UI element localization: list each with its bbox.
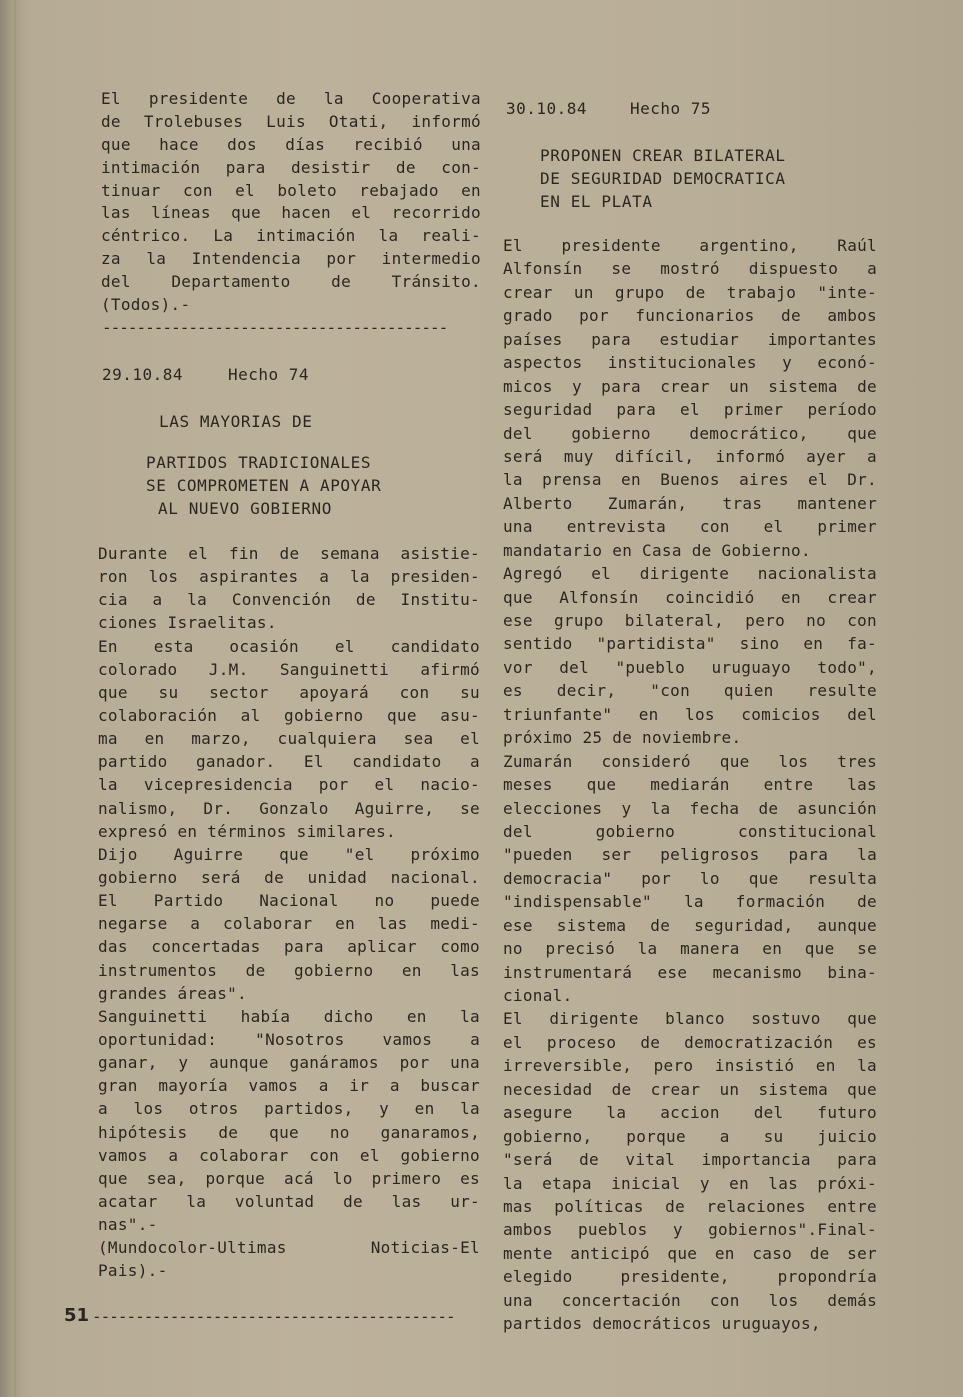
text-line: Durante el fin de semana asistie- — [98, 544, 480, 563]
entry-75-body — [503, 234, 877, 1336]
text-line: partido ganador. El candidato a — [98, 752, 480, 772]
text-line: una concertación con los demás — [503, 1290, 877, 1310]
text-line: expresó en términos similares. — [98, 821, 396, 841]
text-line: del gobierno democrático, que — [503, 423, 877, 443]
entry-75-label: Hecho 75 — [630, 99, 712, 118]
text-line: es decir, "con quien resulte — [503, 681, 877, 701]
entry-75-date: 30.10.84 — [506, 99, 588, 118]
text-line: "será de vital importancia para — [503, 1150, 877, 1170]
text-line: colaboración al gobierno que asu- — [98, 705, 480, 725]
text-line: gobierno será de unidad nacional. — [98, 867, 480, 887]
text-line: El presidente de la Cooperativa — [101, 89, 481, 108]
text-line: El Partido Nacional no puede — [98, 891, 480, 911]
text-line: ciones Israelitas. — [98, 613, 277, 633]
text-line: Agregó el dirigente nacionalista — [503, 564, 877, 584]
text-line: asegure la accion del futuro — [503, 1103, 877, 1123]
entry-74-headline-3: SE COMPROMETEN A APOYAR — [146, 476, 382, 495]
text-line: grandes áreas". — [98, 983, 247, 1003]
text-line: ganar, y aunque ganáramos por una — [98, 1053, 480, 1073]
text-line: del gobierno constitucional — [503, 821, 877, 841]
text-line: de Trolebuses Luis Otati, informó — [101, 111, 481, 131]
text-line: Alberto Zumarán, tras mantener — [503, 493, 877, 513]
text-line: intimación para desistir de con- — [101, 157, 481, 177]
entry-74-headline-4: AL NUEVO GOBIERNO — [158, 499, 332, 518]
text-line: países para estudiar importantes — [503, 329, 877, 349]
text-line: vor del "pueblo uruguayo todo", — [503, 657, 877, 677]
text-line: que hace dos días recibió una — [101, 134, 481, 154]
text-line: instrumentos de gobierno en las — [98, 960, 480, 980]
text-line: necesidad de crear un sistema que — [503, 1079, 877, 1099]
text-line: Pais).- — [98, 1261, 168, 1281]
text-line: instrumentará ese mecanismo bina- — [503, 962, 877, 982]
text-line: irreversible, pero insistió en la — [503, 1056, 877, 1076]
text-line: En esta ocasión el candidato — [98, 636, 480, 656]
text-line: no precisó la manera en que se — [503, 939, 877, 959]
text-line: la prensa en Buenos aires el Dr. — [503, 470, 877, 490]
entry-75-headline-1: PROPONEN CREAR BILATERAL — [540, 146, 786, 165]
entry-74-body — [98, 542, 480, 1283]
text-line: las líneas que hacen el recorrido — [101, 203, 481, 223]
text-line: "indispensable" la formación de — [503, 892, 877, 912]
text-line: El presidente argentino, Raúl — [503, 236, 877, 255]
text-line: El dirigente blanco sostuvo que — [503, 1009, 877, 1029]
text-line: Sanguinetti había dicho en la — [98, 1006, 480, 1026]
text-line: seguridad para el primer período — [503, 400, 877, 420]
page-binding-edge — [14, 0, 16, 1397]
text-line: elegido presidente, propondría — [503, 1267, 877, 1287]
text-line: a los otros partidos, y en la — [98, 1099, 480, 1119]
text-line: la etapa inicial y en las próxi- — [503, 1173, 877, 1193]
text-line: el proceso de democratización es — [503, 1032, 877, 1052]
footer-rule: ------------------------------------------ — [92, 1307, 455, 1326]
text-line: elecciones y la fecha de asunción — [503, 798, 877, 818]
text-line: "pueden ser peligrosos para la — [503, 845, 877, 865]
text-line: ambos pueblos y gobiernos".Final- — [503, 1220, 877, 1240]
separator-rule: ---------------------------------------- — [102, 318, 448, 337]
text-line: ron los aspirantes a la presiden- — [98, 567, 480, 587]
entry-75-headline-2: DE SEGURIDAD DEMOCRATICA — [540, 169, 786, 188]
text-line: cia a la Convención de Institu- — [98, 590, 480, 610]
text-line: colorado J.M. Sanguinetti afirmó — [98, 659, 480, 679]
text-line: que sea, porque acá lo primero es — [98, 1168, 480, 1188]
entry-74-label: Hecho 74 — [228, 365, 310, 384]
text-line: del Departamento de Tránsito. — [101, 272, 481, 292]
entry-75-headline-3: EN EL PLATA — [540, 192, 653, 211]
text-line: mandatario en Casa de Gobierno. — [503, 540, 811, 560]
text-line: ma en marzo, cualquiera sea el — [98, 729, 480, 749]
text-line: hipótesis de que no ganaramos, — [98, 1122, 480, 1142]
text-line: ese sistema de seguridad, aunque — [503, 915, 877, 935]
text-line: una entrevista con el primer — [503, 517, 877, 537]
text-line: mente anticipó que en caso de ser — [503, 1243, 877, 1263]
text-line: gran mayoría vamos a ir a buscar — [98, 1076, 480, 1096]
entry-74-headline-2: PARTIDOS TRADICIONALES — [146, 453, 372, 472]
text-line: (Todos).- — [101, 295, 191, 315]
text-line: crear un grupo de trabajo "inte- — [503, 282, 877, 302]
text-line: ese grupo bilateral, pero no con — [503, 611, 877, 630]
text-line: Dijo Aguirre que "el próximo — [98, 844, 480, 864]
text-line: micos y para crear un sistema de — [503, 376, 877, 396]
text-line: próximo 25 de noviembre. — [503, 728, 742, 748]
text-line: partidos democráticos uruguayos, — [503, 1314, 821, 1334]
text-line: acatar la voluntad de las ur- — [98, 1191, 480, 1211]
text-line: oportunidad: "Nosotros vamos a — [98, 1029, 480, 1049]
page-number: 51 — [64, 1305, 90, 1326]
text-line: meses que mediarán entre las — [503, 775, 877, 795]
text-line: nas".- — [98, 1215, 158, 1235]
text-line: das concertadas para aplicar como — [98, 937, 480, 957]
text-line: cional. — [503, 986, 573, 1005]
text-line: (Mundocolor-Ultimas Noticias-El — [98, 1238, 480, 1258]
text-line: nalismo, Dr. Gonzalo Aguirre, se — [98, 798, 480, 818]
text-line: negarse a colaborar en las medi- — [98, 914, 480, 934]
text-line: sentido "partidista" sino en fa- — [503, 634, 877, 654]
text-line: la vicepresidencia por el nacio- — [98, 775, 480, 795]
text-line: tinuar con el boleto rebajado en — [101, 180, 481, 200]
text-line: Alfonsín se mostró dispuesto a — [503, 259, 877, 279]
text-line: triunfante" en los comicios del — [503, 704, 877, 724]
text-line: aspectos institucionales y econó- — [503, 353, 877, 373]
text-line: céntrico. La intimación la reali- — [101, 226, 481, 246]
text-line: será muy difícil, informó ayer a — [503, 446, 877, 466]
entry-74-headline-1: LAS MAYORIAS DE — [159, 412, 313, 431]
text-line: grado por funcionarios de ambos — [503, 306, 877, 326]
text-line: gobierno, porque a su juicio — [503, 1126, 877, 1146]
text-line: que su sector apoyará con su — [98, 682, 480, 702]
text-line: vamos a colaborar con el gobierno — [98, 1145, 480, 1165]
text-line: que Alfonsín coincidió en crear — [503, 587, 877, 607]
text-line: Zumarán consideró que los tres — [503, 751, 877, 771]
text-line: democracia" por lo que resulta — [503, 868, 877, 888]
left-intro-text — [101, 88, 481, 317]
entry-74-date: 29.10.84 — [102, 365, 184, 384]
text-line: mas políticas de relaciones entre — [503, 1196, 877, 1216]
text-line: za la Intendencia por intermedio — [101, 249, 481, 269]
